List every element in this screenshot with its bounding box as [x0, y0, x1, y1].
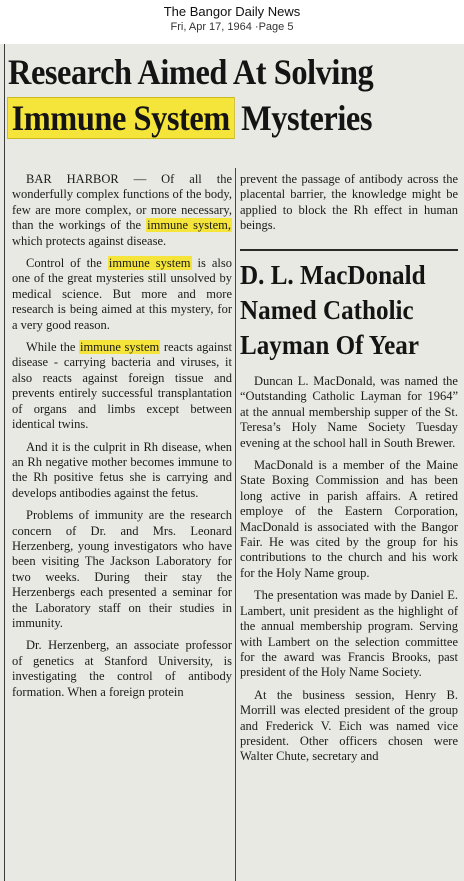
headline-line-2	[8, 97, 415, 139]
article-body-left	[12, 172, 232, 881]
paragraph: prevent the passage of antibody across the placental barrier, the knowledge might be applied to block the Rh effect in human beings.	[240, 172, 458, 233]
page-header	[0, 0, 464, 44]
article-body-right	[240, 374, 458, 881]
subheadline-line-3: Layman Of Year	[240, 330, 420, 360]
headline-highlight: Immune System	[8, 98, 233, 138]
paragraph: The presentation was made by Daniel E. Lambert, unit president as the highlight of the annual membership program. Serving with Lambert on the selection committee for the award was Francis Brooks, past president of the Holy Name Society.	[240, 588, 458, 680]
paragraph: Problems of immunity are the research concern of Dr. and Mrs. Leonard Herzenberg, young investigators who have been visiting The Jackson Laboratory for two weeks. During their stay the Herzenbergs each presented a seminar for the Laboratory staff on their studies in immunity.	[12, 508, 232, 630]
issue-date: Fri, Apr 17, 1964 ·Page 5	[170, 21, 294, 33]
clip-border	[4, 44, 5, 881]
paragraph: While the immune system reacts against disease - carrying bacteria and viruses, it also reacts against foreign tissue and prevents entirely successful transplantation of organs and limbs except between identical twins.	[12, 340, 232, 432]
search-highlight: immune system,	[147, 218, 231, 233]
newspaper-clipping	[0, 44, 464, 881]
search-highlight: immune system	[79, 340, 160, 355]
subheadline-line-2: Named Catholic	[240, 295, 414, 325]
paragraph: MacDonald is a member of the Maine State Boxing Commission and has been long active in parish affairs. A retired employe of the Eastern Corporation, MacDonald is associated with the Bangor Fair. He was cited by the group for his contributions to the church and his work for the Holy Name group.	[240, 458, 458, 580]
paragraph: Control of the immune system is also one of the great mysteries still unsolved by medical science. But more and more research is being aimed at this mystery, for a very good reason.	[12, 256, 232, 332]
paragraph: Dr. Herzenberg, an associate professor of genetics at Stanford University, is investigating the control of antibody formation. When a foreign protein	[12, 638, 232, 699]
newspaper-name: The Bangor Daily News	[163, 4, 301, 19]
search-highlight: immune system	[108, 256, 191, 271]
paragraph: Duncan L. MacDonald, was named the “Outstanding Catholic Layman for 1964” at the annual membership supper of the St. Teresa’s Holy Name Society Tuesday evening at the school hall in South Brewer.	[240, 374, 458, 450]
paragraph: BAR HARBOR — Of all the wonderfully complex functions of the body, few are more complex, or more necessary, than the workings of the immune system, which protects against disease.	[12, 172, 232, 248]
paragraph: At the business session, Henry B. Morrill was elected president of the group and Frederick V. Eich was named vice president. Other officers chosen were Walter Chute, secretary and	[240, 687, 458, 764]
headline-rest: Mysteries	[233, 98, 372, 138]
article-divider	[240, 249, 458, 251]
paragraph: And it is the culprit in Rh disease, when an Rh negative mother becomes immune to the Rh positive fetus she is carrying and develops antibodies against the fetus.	[12, 439, 232, 500]
headline-line-1: Research Aimed At Solving	[8, 52, 374, 92]
column-rule	[235, 168, 236, 881]
subheadline-line-1: D. L. MacDonald	[240, 260, 426, 290]
article-continuation	[240, 172, 458, 241]
